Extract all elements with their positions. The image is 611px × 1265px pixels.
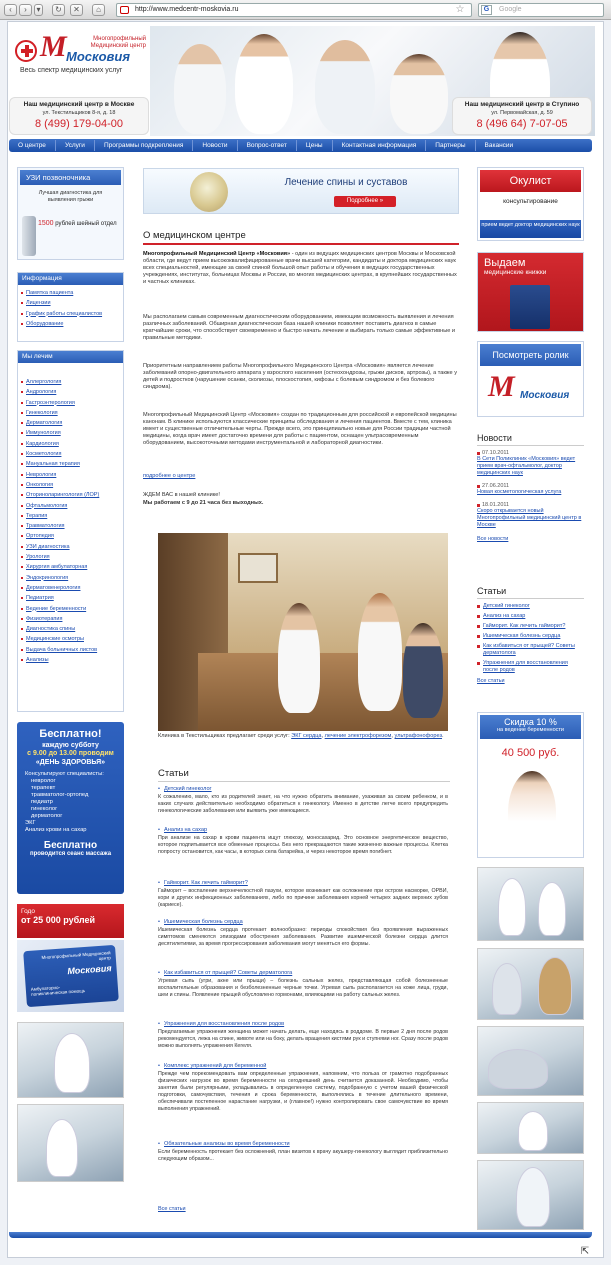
page-title: О медицинском центре [143, 230, 459, 245]
med-book-icon [510, 285, 550, 329]
savings-banner[interactable] [17, 904, 124, 938]
treat-link[interactable]: Выдача больничных листов [18, 645, 123, 655]
promo-doctor: невролог [31, 778, 56, 784]
back-icon[interactable]: ‹ [4, 4, 17, 16]
nav-item-news[interactable]: Новости [193, 140, 237, 151]
article-link[interactable]: • Как избавиться от прыщей? Советы дерматолога [158, 970, 448, 977]
thumb-cabinet-photo[interactable] [477, 1026, 584, 1096]
about-more-link[interactable]: подробнее о центре [143, 473, 196, 479]
treat-link[interactable]: Медицинские осмотры [18, 634, 123, 644]
address-bar[interactable]: http://www.medcentr-moskovia.ru [116, 3, 472, 17]
info-link-licenses[interactable]: Лицензии [18, 298, 123, 308]
news-date: 27.06.2011 [477, 483, 584, 489]
pregnancy-discount-promo[interactable] [477, 712, 584, 858]
google-search-engine-icon[interactable]: G [481, 5, 492, 15]
promo-doctor: терапевт [31, 785, 56, 791]
thumb-equipment-photo[interactable] [477, 948, 584, 1020]
clinic-caption: Клиника в Текстильщиках предлагает среди услуг: ЭКГ сердца, лечение электрофорезом, ультрафонофорез. [158, 733, 444, 739]
treat-link[interactable]: Ведение беременности [18, 604, 123, 614]
news-link[interactable]: В Сети Поликлиник «Московия» ведет прием врач-офтальмолог, доктор медицинских наук [477, 456, 576, 476]
nav-item-about[interactable]: О центре [9, 140, 56, 151]
right-articles-title: Статьи [477, 586, 584, 599]
treat-link[interactable]: Гинекология [18, 408, 123, 418]
treat-link[interactable]: Травматология [18, 521, 123, 531]
savings-line1: Годо [21, 908, 35, 915]
article-link[interactable]: • Ишемическая болезнь сердца [158, 919, 448, 926]
med-books-promo[interactable] [477, 252, 584, 332]
thumb-ultrasound-photo[interactable] [17, 1022, 124, 1098]
bookmark-star-icon[interactable]: ☆ [455, 4, 465, 15]
about-lead-bold: Многопрофильный Медицинский Центр «Московия» [143, 251, 291, 257]
thumb-doctor-photo[interactable] [477, 867, 584, 941]
promo-doctor: травматолог-ортопед [31, 792, 89, 798]
hours-text: Мы работаем с 9 до 21 часа без выходных. [143, 500, 264, 506]
article-item [158, 827, 448, 856]
thumb-rehab-photo[interactable] [17, 1104, 124, 1182]
nav-item-faq[interactable]: Вопрос-ответ [238, 140, 297, 151]
treat-link[interactable]: Аллергология [18, 377, 123, 387]
reload-icon[interactable]: ↻ [52, 4, 65, 16]
forward-icon[interactable]: › [19, 4, 32, 16]
about-lead-text: - один из ведущих медицинских центров Москвы и Московской области, где ведут прием высококвалифицированные врачи высшей категории, кандидаты и доктора медицинских наук всех специальностей, имеющие за своей спиной большой опыт работы и обучения в ведущих государственных учреждениях, институтах, больницах Москвы и России, во многих медицинских центрах, в крупнейших государственных и частных клиниках. [143, 251, 457, 285]
treat-link[interactable]: Онкология [18, 480, 123, 490]
treat-title: Мы лечим [18, 351, 123, 363]
treat-link[interactable]: Терапия [18, 511, 123, 521]
treat-link[interactable]: Дерматовенерология [18, 583, 123, 593]
article-summary: Угревая сыпь (угри, акне или прыщи) – болезнь сальных желез, представляющая собой болезненные воспалительные образования и безболезненные черные точки. Угревая сыпь располагается на коже лица, груди, шеи и спины. Появление прыщей обусловлено гормонами, влияющими на работу сальных желез. [158, 978, 448, 998]
caption-text: Клиника в Текстильщиках предлагает среди услуг: [158, 733, 292, 739]
treat-link[interactable]: Диагностика спины [18, 624, 123, 634]
logo-name[interactable]: Московия [66, 49, 130, 64]
article-link[interactable]: • Гайморит. Как лечить гайморит? [158, 880, 448, 887]
article-link[interactable]: • Комплекс упражнений для беременной [158, 1063, 448, 1070]
right-article-link[interactable]: Ишемическая болезнь сердца [477, 633, 584, 640]
news-date: 18.01.2011 [477, 502, 584, 508]
all-news-link[interactable]: Все новости [477, 536, 509, 542]
oculist-promo[interactable] [477, 167, 584, 241]
article-summary: Прежде чем порекомендовать вам определенные упражнения, напомним, что польза от грамотно подобранных физических нагрузок во время беременности на сегодняшний день считается доказанной. Необходимо, чтобы занятия были регулярными, укладывались в определенную систему, подобранную с учетом вашей физической подготовки, самочувствия, течения и срока беременности, выполнялись в течение длительного времени, обеспечивали постепенное нарастание нагрузки, и (главное!) нужно контролировать свое самочувствие во время выполнения упражнений. [158, 1071, 448, 1112]
caption-link-ultraphonophoresis[interactable]: ультрафонофорез [394, 733, 443, 739]
right-article-link[interactable]: Как избавиться от прыщей? Советы дерматолога [477, 643, 584, 657]
info-link-memo[interactable]: Памятка пациента [18, 288, 123, 298]
uzi-subtitle: Лучшая диагностика для выявления грыжи [38, 190, 103, 203]
treat-link[interactable]: Хирургия амбулаторная [18, 562, 123, 572]
video-title: Посмотреть ролик [480, 344, 581, 366]
article-summary: Если беременность протекает без осложнений, план визитов к врачу акушеру-гинекологу выглядит приблизительно следующим образом... [158, 1149, 448, 1162]
contact-stupino-phone[interactable]: 8 (496 64) 7-07-05 [476, 118, 568, 130]
clinic-reception-photo [158, 533, 448, 731]
contact-moscow [9, 97, 149, 135]
treat-link[interactable]: Физиотерапия [18, 614, 123, 624]
promo-title: Бесплатно! [39, 728, 102, 740]
right-all-articles-link[interactable]: Все статьи [477, 678, 505, 684]
treat-link[interactable]: Оториноларингология (ЛОР) [18, 490, 123, 500]
treat-list [18, 363, 123, 665]
video-name: Московия [520, 390, 570, 401]
promo-line3: «ДЕНЬ ЗДОРОВЬЯ» [35, 759, 106, 766]
article-item [158, 919, 448, 948]
video-promo[interactable] [477, 341, 584, 417]
banner-title: Лечение спины и суставов [284, 177, 408, 188]
books-line1: Выдаем [484, 257, 526, 269]
treat-link[interactable]: Анализы [18, 655, 123, 665]
stop-icon[interactable]: ✕ [70, 4, 83, 16]
discount-sub: на ведение беременности [497, 727, 564, 733]
treat-link[interactable]: Педиатрия [18, 593, 123, 603]
spine-joint-banner[interactable] [143, 168, 459, 214]
nav-item-services[interactable]: Услуги [56, 140, 95, 151]
info-box [17, 272, 124, 342]
news-link[interactable]: Скоро открывается новый Многопрофильный медицинский центр в Москве [477, 508, 582, 528]
about-paragraph-3: Приоритетным направлением работы Многопрофильного Медицинского Центра «Московия» является лечение заболеваний опорно-двигательного аппарата у взрослого населения (остеохондрозы, грыжи дисков, артрозы), а также у детей и подростков (нарушение осанки, сколиозы, плоскостопия, кифозы с болевым синдромом и без болевого синдрома). [143, 363, 457, 390]
about-paragraph-4: Многопрофильный Медицинский Центр «Московия» создан по традиционным для российской и европейской медицины канонам. В клинике используются классические принципы обследования и лечения пациентов. Вместе с тем, клиника имеет и существенные отличительные черты. Прежде всего, это принципиально новые для России традиции частной медицины, когда врач имеет достаточно времени для работы с пациентом, оснащен ультрасовременным оборудованием, высокоточными методами инструментальной и лабораторной диагностики. [143, 412, 457, 446]
oculist-note: прием ведет доктор медицинских наук [480, 220, 581, 238]
uzi-price-text: рублей шейный отдел [55, 221, 117, 227]
promo-doctor: гинеколог [31, 806, 58, 812]
article-item [158, 1063, 448, 1112]
promo-free: Бесплатно [43, 840, 98, 851]
promo-doctor: дерматолог [31, 813, 63, 819]
promo-consult: Консультируют специалисты: [25, 771, 104, 777]
scroll-to-top-icon[interactable]: ⇱ [580, 1246, 590, 1257]
uzi-price: 1500 [38, 220, 54, 227]
nav-item-partners[interactable]: Партнеры [426, 140, 475, 151]
info-link-equipment[interactable]: Оборудование [18, 319, 123, 329]
all-articles-link[interactable]: Все статьи [158, 1206, 186, 1212]
site-favicon-icon [120, 6, 129, 14]
logo-subtitle: Многопрофильный Медицинский центр [90, 36, 146, 49]
right-article-link[interactable]: Упражнения для восстановления после родов [477, 660, 584, 674]
contact-stupino-address: ул. Первомайская, д. 59 [491, 110, 553, 116]
info-title: Информация [18, 273, 123, 285]
article-summary: К сожалению, мало, кто из родителей знает, на что нужно обратить внимание, ухаживая за своим ребенком, и в каких случаях действительно необходимо обратиться к гинекологу. Именно в детстве легче всего предупредить гинекологические заболевания или выявить уже имеющиеся. [158, 794, 448, 814]
info-link-schedule[interactable]: График работы специалистов [18, 309, 123, 319]
caption-link-ekg[interactable]: ЭКГ сердца [291, 733, 322, 739]
thumb-staff-photo[interactable] [477, 1160, 584, 1230]
promo-doctors [25, 778, 124, 820]
news-link[interactable]: Новая косметологическая услуга [477, 489, 562, 495]
article-link[interactable]: • Анализ на сахар [158, 827, 448, 834]
banner-more-button[interactable]: Подробнее » [334, 196, 396, 207]
contact-stupino [452, 97, 592, 135]
treat-link[interactable]: Кардиология [18, 439, 123, 449]
contact-moscow-phone[interactable]: 8 (499) 179-04-00 [34, 118, 124, 130]
treat-box [17, 350, 124, 712]
right-articles-block [477, 586, 584, 684]
news-title: Новости [477, 433, 584, 446]
nav-item-prices[interactable]: Цены [297, 140, 333, 151]
books-line2: медицинские книжки [484, 269, 547, 276]
news-block [477, 433, 584, 542]
contact-stupino-title: Наш медицинский центр в Ступино [464, 101, 580, 108]
wait-text: ЖДЕМ ВАС в нашей клинике! [143, 492, 220, 498]
article-link[interactable]: • Детский гинеколог [158, 786, 448, 793]
right-article-link[interactable]: Детский гинеколог [477, 603, 584, 610]
promo-line2: с 9.00 до 13.00 проводим [27, 750, 114, 757]
news-date: 07.10.2011 [477, 450, 584, 456]
article-summary: Гайморит – воспаление верхнечелюстной пазухи, которое возникает как осложнение при остром насморке, ОРВИ, кори и других инфекционных заболеваниях, либо по причине заболевания корней четырех задних верхних зубов (кариесе). [158, 888, 448, 908]
promo-analysis: Анализ крови на сахар [25, 827, 87, 833]
treat-link[interactable]: Эндокринология [18, 573, 123, 583]
uzi-promo[interactable] [17, 167, 124, 260]
footer-bar [9, 1232, 592, 1238]
promo-doctor: педиатр [31, 799, 53, 805]
oculist-title: Окулист [480, 170, 581, 192]
history-dropdown-icon[interactable]: ▾ [34, 4, 43, 16]
treat-link[interactable]: УЗИ диагностика [18, 542, 123, 552]
logo-cross-icon[interactable] [15, 40, 37, 62]
article-item [158, 880, 448, 909]
discount-price: 40 500 руб. [501, 747, 560, 759]
thumb-procedure-photo[interactable] [477, 1102, 584, 1154]
tagline: Весь спектр медицинских услуг [20, 67, 123, 74]
right-article-link[interactable]: Анализ на сахар [477, 613, 584, 620]
discount-card[interactable] [17, 940, 124, 1012]
spine-icon [22, 216, 36, 256]
article-summary: Предлагаемые упражнения женщина может начать делать, еще находясь в роддоме. В первые 2 дня после родов рекомендуется, лежа на спине, животе или на боку, делать вращения кистями рук и ступнями ног. Сразу после родов можно выполнять упражнения Кегеля. [158, 1029, 448, 1049]
contact-moscow-address: ул. Текстильщиков 8-я, д. 18 [42, 110, 116, 116]
article-item [158, 1021, 448, 1050]
article-summary: При анализе на сахар в крови пациента ищут глюкозу, моносахарид. Это основное энергетическое вещество, которое подпитывается все обменные процессы. Без него прекращаются такие жизненно важные процессы. Клетка попросту остановится, как часы, в которых села батарейка, и через некоторое время погибнет. [158, 835, 448, 855]
treat-link[interactable]: Иммунология [18, 428, 123, 438]
about-paragraph-1 [143, 251, 461, 286]
contact-moscow-title: Наш медицинский центр в Москве [23, 101, 135, 108]
nav-item-vacancies[interactable]: Вакансии [484, 142, 514, 149]
card-name: Московия [67, 963, 112, 977]
article-item [158, 1141, 448, 1163]
nav-item-contacts[interactable]: Контактная информация [333, 140, 427, 151]
home-icon[interactable]: ⌂ [92, 4, 105, 16]
article-item [158, 970, 448, 999]
caption-link-electrophoresis[interactable]: лечение электрофорезом [324, 733, 392, 739]
treat-link[interactable]: Косметология [18, 449, 123, 459]
right-article-link[interactable]: Гайморит. Как лечить гайморит? [477, 623, 584, 630]
logo-mark-icon[interactable]: M [40, 30, 67, 63]
treat-link[interactable]: Андрология [18, 387, 123, 397]
articles-title: Статьи [158, 768, 450, 782]
nav-item-programs[interactable]: Программы подкрепления [95, 140, 193, 151]
promo-ekg: ЭКГ [25, 820, 36, 826]
card-text: Многопрофильный Медицинский центр [41, 950, 111, 962]
search-input[interactable]: Google [478, 3, 604, 17]
pregnant-woman-image [508, 771, 556, 855]
card-sub: Амбулаторно-поликлиническая помощь [30, 984, 86, 997]
treat-link[interactable]: Мануальная терапия [18, 459, 123, 469]
knee-icon [190, 172, 228, 212]
video-logo-icon: M [488, 370, 515, 403]
treat-link[interactable]: Урология [18, 552, 123, 562]
treat-link[interactable]: Неврология [18, 470, 123, 480]
savings-line2: от 25 000 рублей [21, 915, 96, 925]
uzi-title: УЗИ позвоночника [20, 170, 121, 185]
article-item [158, 786, 448, 815]
treat-link[interactable]: Дерматология [18, 418, 123, 428]
article-link[interactable]: • Обязательные анализы во время беременности [158, 1141, 448, 1148]
article-summary: Ишемическая болезнь сердца протекает волнообразно: периоды спокойствия без проявления выраженных симптомов сменяются эпизодами обострения заболевания. Развитие ишемической болезни сердца длится десятилетиями, за время прогрессирования заболевания могут меняться его формы. [158, 927, 448, 947]
promo-line1: каждую субботу [42, 742, 99, 749]
discount-title: Скидка 10 % [504, 717, 557, 727]
treat-link[interactable]: Ортопедия [18, 531, 123, 541]
banner-more-label: Подробнее [346, 198, 379, 204]
promo-massage: проводится сеанс массажа [29, 851, 112, 857]
health-day-promo[interactable] [17, 722, 124, 894]
oculist-sub: консультирование [503, 198, 558, 205]
treat-link[interactable]: Офтальмология [18, 501, 123, 511]
about-paragraph-2: Мы располагаем самым современным диагностическим оборудованием, имеющим возможность выявления и лечения различных заболеваний. Обширная диагностическая база нашей клиники позволяет поставить диагноз в самые кратчайшие сроки, что способствует своевременно и быстро начать лечение и выбирать только самые эффективные и правильные методики. [143, 314, 456, 341]
main-nav [9, 139, 592, 152]
article-link[interactable]: • Упражнения для восстановления после родов [158, 1021, 448, 1028]
treat-link[interactable]: Гастроэнтерология [18, 398, 123, 408]
